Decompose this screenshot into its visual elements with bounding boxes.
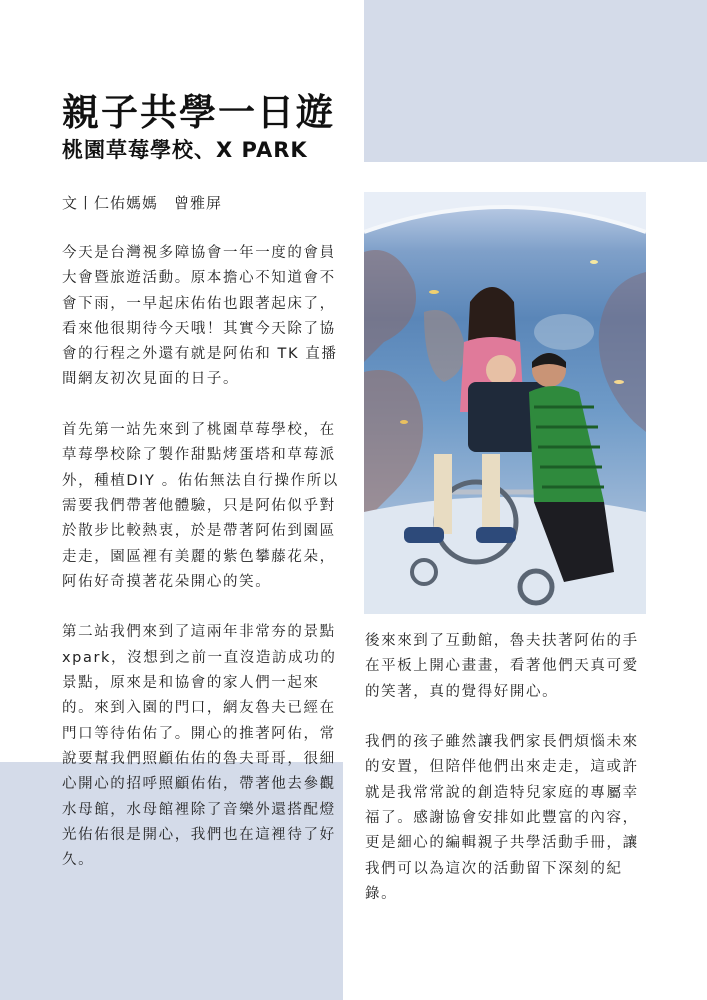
paragraph-1: 今天是台灣視多障協會一年一度的會員大會暨旅遊活動。原本擔心不知道會不會下雨，一早起床佑佑也跟著起床了，看來他很期待今天哦！其實今天除了協會的行程之外還有就是阿佑和 TK 直播間網友初次見面的日子。	[62, 245, 338, 388]
decorative-block-top	[364, 0, 707, 162]
article-subtitle: 桃園草莓學校、X PARK	[62, 138, 308, 162]
article-byline: 文丨仁佑媽媽 曾雅屏	[62, 194, 223, 212]
article-title: 親子共學一日遊	[62, 91, 335, 134]
photo-illustration	[364, 192, 646, 614]
left-column	[62, 241, 346, 873]
paragraph-2: 首先第一站先來到了桃園草莓學校，在草莓學校除了製作甜點烤蛋塔和草莓派外，種植DIY 。佑佑無法自行操作所以需要我們帶著他體驗，只是阿佑似乎對於散步比較熱衷，於是帶著阿佑到園區走走，園區裡有美麗的紫色攀藤花朵，阿佑好奇摸著花朵開心的笑。	[62, 422, 339, 590]
paragraph-3: 第二站我們來到了這兩年非常夯的景點xpark，沒想到之前一直沒造訪成功的景點，原來是和協會的家人們一起來的。來到入園的門口，網友魯夫已經在門口等待佑佑了。開心的推著阿佑，常說要幫我們照顧佑佑的魯夫哥哥，很細心開心的招呼照顧佑佑，帶著他去參觀水母館，水母館裡除了音樂外還搭配燈光佑佑很是開心，我們也在這裡待了好久。	[62, 624, 337, 869]
paragraph-4: 後來來到了互動館，魯夫扶著阿佑的手在平板上開心畫畫，看著他們天真可愛的笑著，真的覺得好開心。	[365, 633, 639, 700]
paragraph-5: 我們的孩子雖然讓我們家長們煩惱未來的安置，但陪伴他們出來走走，這或許就是我常常說的創造特兒家庭的專屬幸福了。感謝協會安排如此豐富的內容，更是細心的編輯親子共學活動手冊，讓我們可以為這次的活動留下深刻的紀錄。	[365, 734, 639, 902]
family-aquarium-photo	[364, 192, 646, 614]
right-column	[365, 629, 649, 907]
